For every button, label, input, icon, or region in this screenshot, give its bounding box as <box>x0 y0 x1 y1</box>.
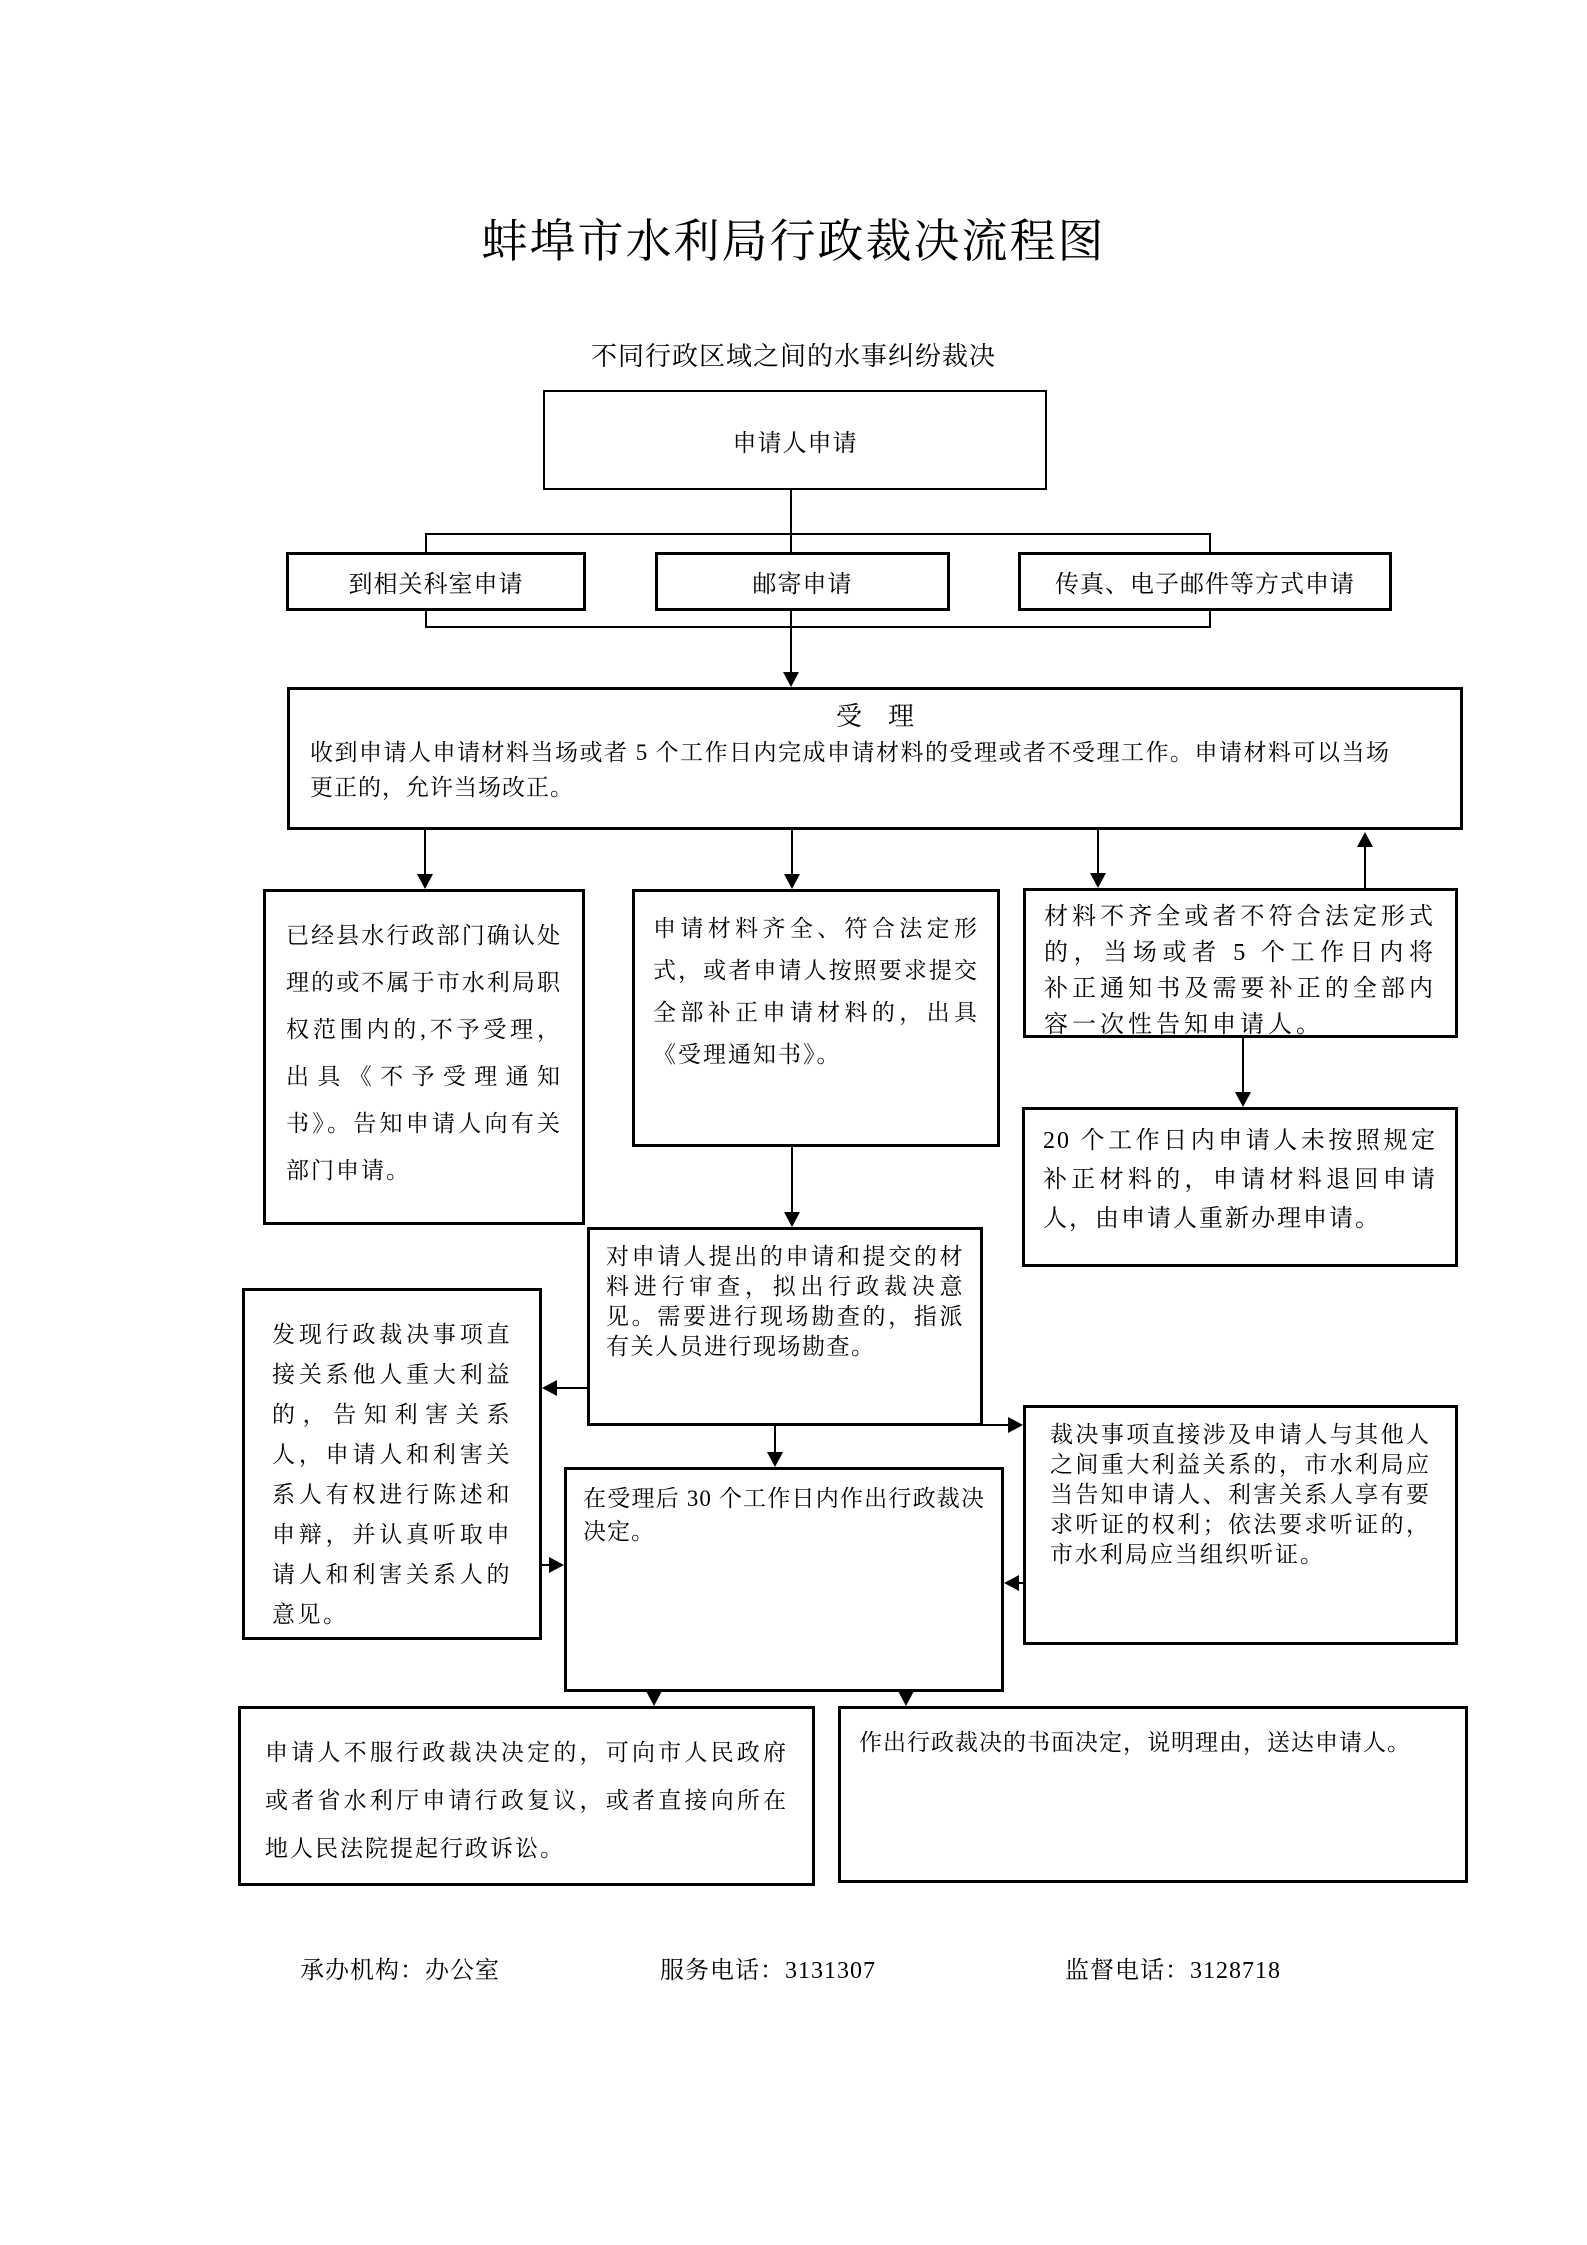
node-text: 裁决事项直接涉及申请人与其他人之间重大利益关系的，市水利局应当告知申请人、利害关系人享有要求听证的权利；依法要求听证的，市水利局应当组织听证。 <box>1050 1422 1431 1567</box>
flow-node-hearing <box>1023 1405 1458 1645</box>
connector-review-to-hearing <box>983 1424 1010 1426</box>
flow-node-review <box>587 1227 983 1426</box>
flow-node-applicant-apply <box>543 390 1047 490</box>
page-subtitle: 不同行政区域之间的水事纠纷裁决 <box>590 342 996 371</box>
flow-node-deliver-decision <box>838 1706 1468 1883</box>
node-text: 对申请人提出的申请和提交的材料进行审查，拟出行政裁决意见。需要进行现场勘查的，指派有关人员进行现场勘查。 <box>606 1244 964 1359</box>
node-label: 传真、电子邮件等方式申请 <box>1055 572 1355 598</box>
arrowhead-up-into-accept <box>1357 832 1373 847</box>
arrowhead-into-overdue <box>1235 1092 1251 1107</box>
flow-node-accept <box>287 687 1463 830</box>
arrowhead-right-into-decision <box>549 1557 564 1573</box>
connector-accept-to-complete <box>791 830 793 876</box>
flow-node-channel-fax <box>1018 552 1392 611</box>
connector-review-to-decision <box>774 1426 776 1454</box>
node-text: 已经县水行政部门确认处理的或不属于市水利局职权范围内的,不予受理，出具《不予受理通知书》。告知申请人向有关部门申请。 <box>286 923 562 1183</box>
accept-body: 收到申请人申请材料当场或者 5 个工作日内完成申请材料的受理或者不受理工作。申请材料可以当场更正的，允许当场改正。 <box>310 740 1390 800</box>
flow-node-third-party-interests <box>242 1288 542 1640</box>
arrowhead-into-complete <box>784 874 800 889</box>
flow-node-reject <box>263 889 585 1225</box>
flow-node-appeal <box>238 1706 815 1886</box>
footer-supervise-phone: 监督电话：3128718 <box>1065 1958 1281 1984</box>
connector-accept-to-reject <box>424 830 426 876</box>
arrowhead-into-deliver <box>898 1691 914 1706</box>
arrowhead-left-into-decision <box>1004 1575 1019 1591</box>
arrowhead-into-decision <box>767 1452 783 1467</box>
arrowhead-into-incomplete <box>1090 873 1106 888</box>
connector-accept-to-incomplete <box>1097 830 1099 875</box>
flow-node-materials-incomplete <box>1023 888 1458 1038</box>
node-text: 在受理后 30 个工作日内作出行政裁决决定。 <box>583 1486 985 1544</box>
arrowhead-into-reject <box>417 874 433 889</box>
connector-incomplete-to-overdue <box>1242 1038 1244 1094</box>
node-text: 材料不齐全或者不符合法定形式的，当场或者 5 个工作日内将补正通知书及需要补正的全部内容一次性告知申请人。 <box>1044 904 1437 1038</box>
flow-node-channel-office <box>286 552 586 611</box>
arrowhead-into-appeal <box>646 1691 662 1706</box>
connector-to-accept <box>790 611 792 674</box>
accept-title: 受 理 <box>835 702 914 731</box>
node-label: 申请人申请 <box>732 430 858 457</box>
footer-service-phone: 服务电话：3131307 <box>660 1958 876 1984</box>
page-title: 蚌埠市水利局行政裁决流程图 <box>481 216 1106 267</box>
node-text: 申请材料齐全、符合法定形式，或者申请人按照要求提交全部补正申请材料的，出具《受理通知书》。 <box>653 916 979 1067</box>
connector-incomplete-to-accept <box>1364 845 1366 888</box>
node-text: 作出行政裁决的书面决定，说明理由，送达申请人。 <box>859 1730 1411 1755</box>
node-text: 20 个工作日内申请人未按照规定补正材料的，申请材料退回申请人，由申请人重新办理申请。 <box>1043 1128 1437 1232</box>
flow-node-materials-complete <box>632 889 1000 1147</box>
node-text: 发现行政裁决事项直接关系他人重大利益的，告知利害关系人，申请人和利害关系人有权进行陈述和申辩，并认真听取申请人和利害关系人的意见。 <box>272 1322 512 1627</box>
flow-node-decision-30days <box>564 1467 1004 1692</box>
arrowhead-into-thirdparty <box>542 1380 557 1396</box>
footer-agency: 承办机构：办公室 <box>300 1958 500 1984</box>
flow-node-overdue-return <box>1022 1107 1458 1267</box>
arrowhead-into-review <box>784 1212 800 1227</box>
arrowhead-into-hearing <box>1008 1417 1023 1433</box>
node-text: 申请人不服行政裁决决定的，可向市人民政府或者省水利厅申请行政复议，或者直接向所在地人民法院提起行政诉讼。 <box>265 1740 788 1861</box>
connector-complete-to-review <box>791 1147 793 1214</box>
flow-node-channel-mail <box>655 552 950 611</box>
connector-review-to-thirdparty <box>555 1387 587 1389</box>
node-label: 邮寄申请 <box>752 572 853 598</box>
arrowhead-into-accept <box>783 672 799 687</box>
node-label: 到相关科室申请 <box>348 572 524 598</box>
